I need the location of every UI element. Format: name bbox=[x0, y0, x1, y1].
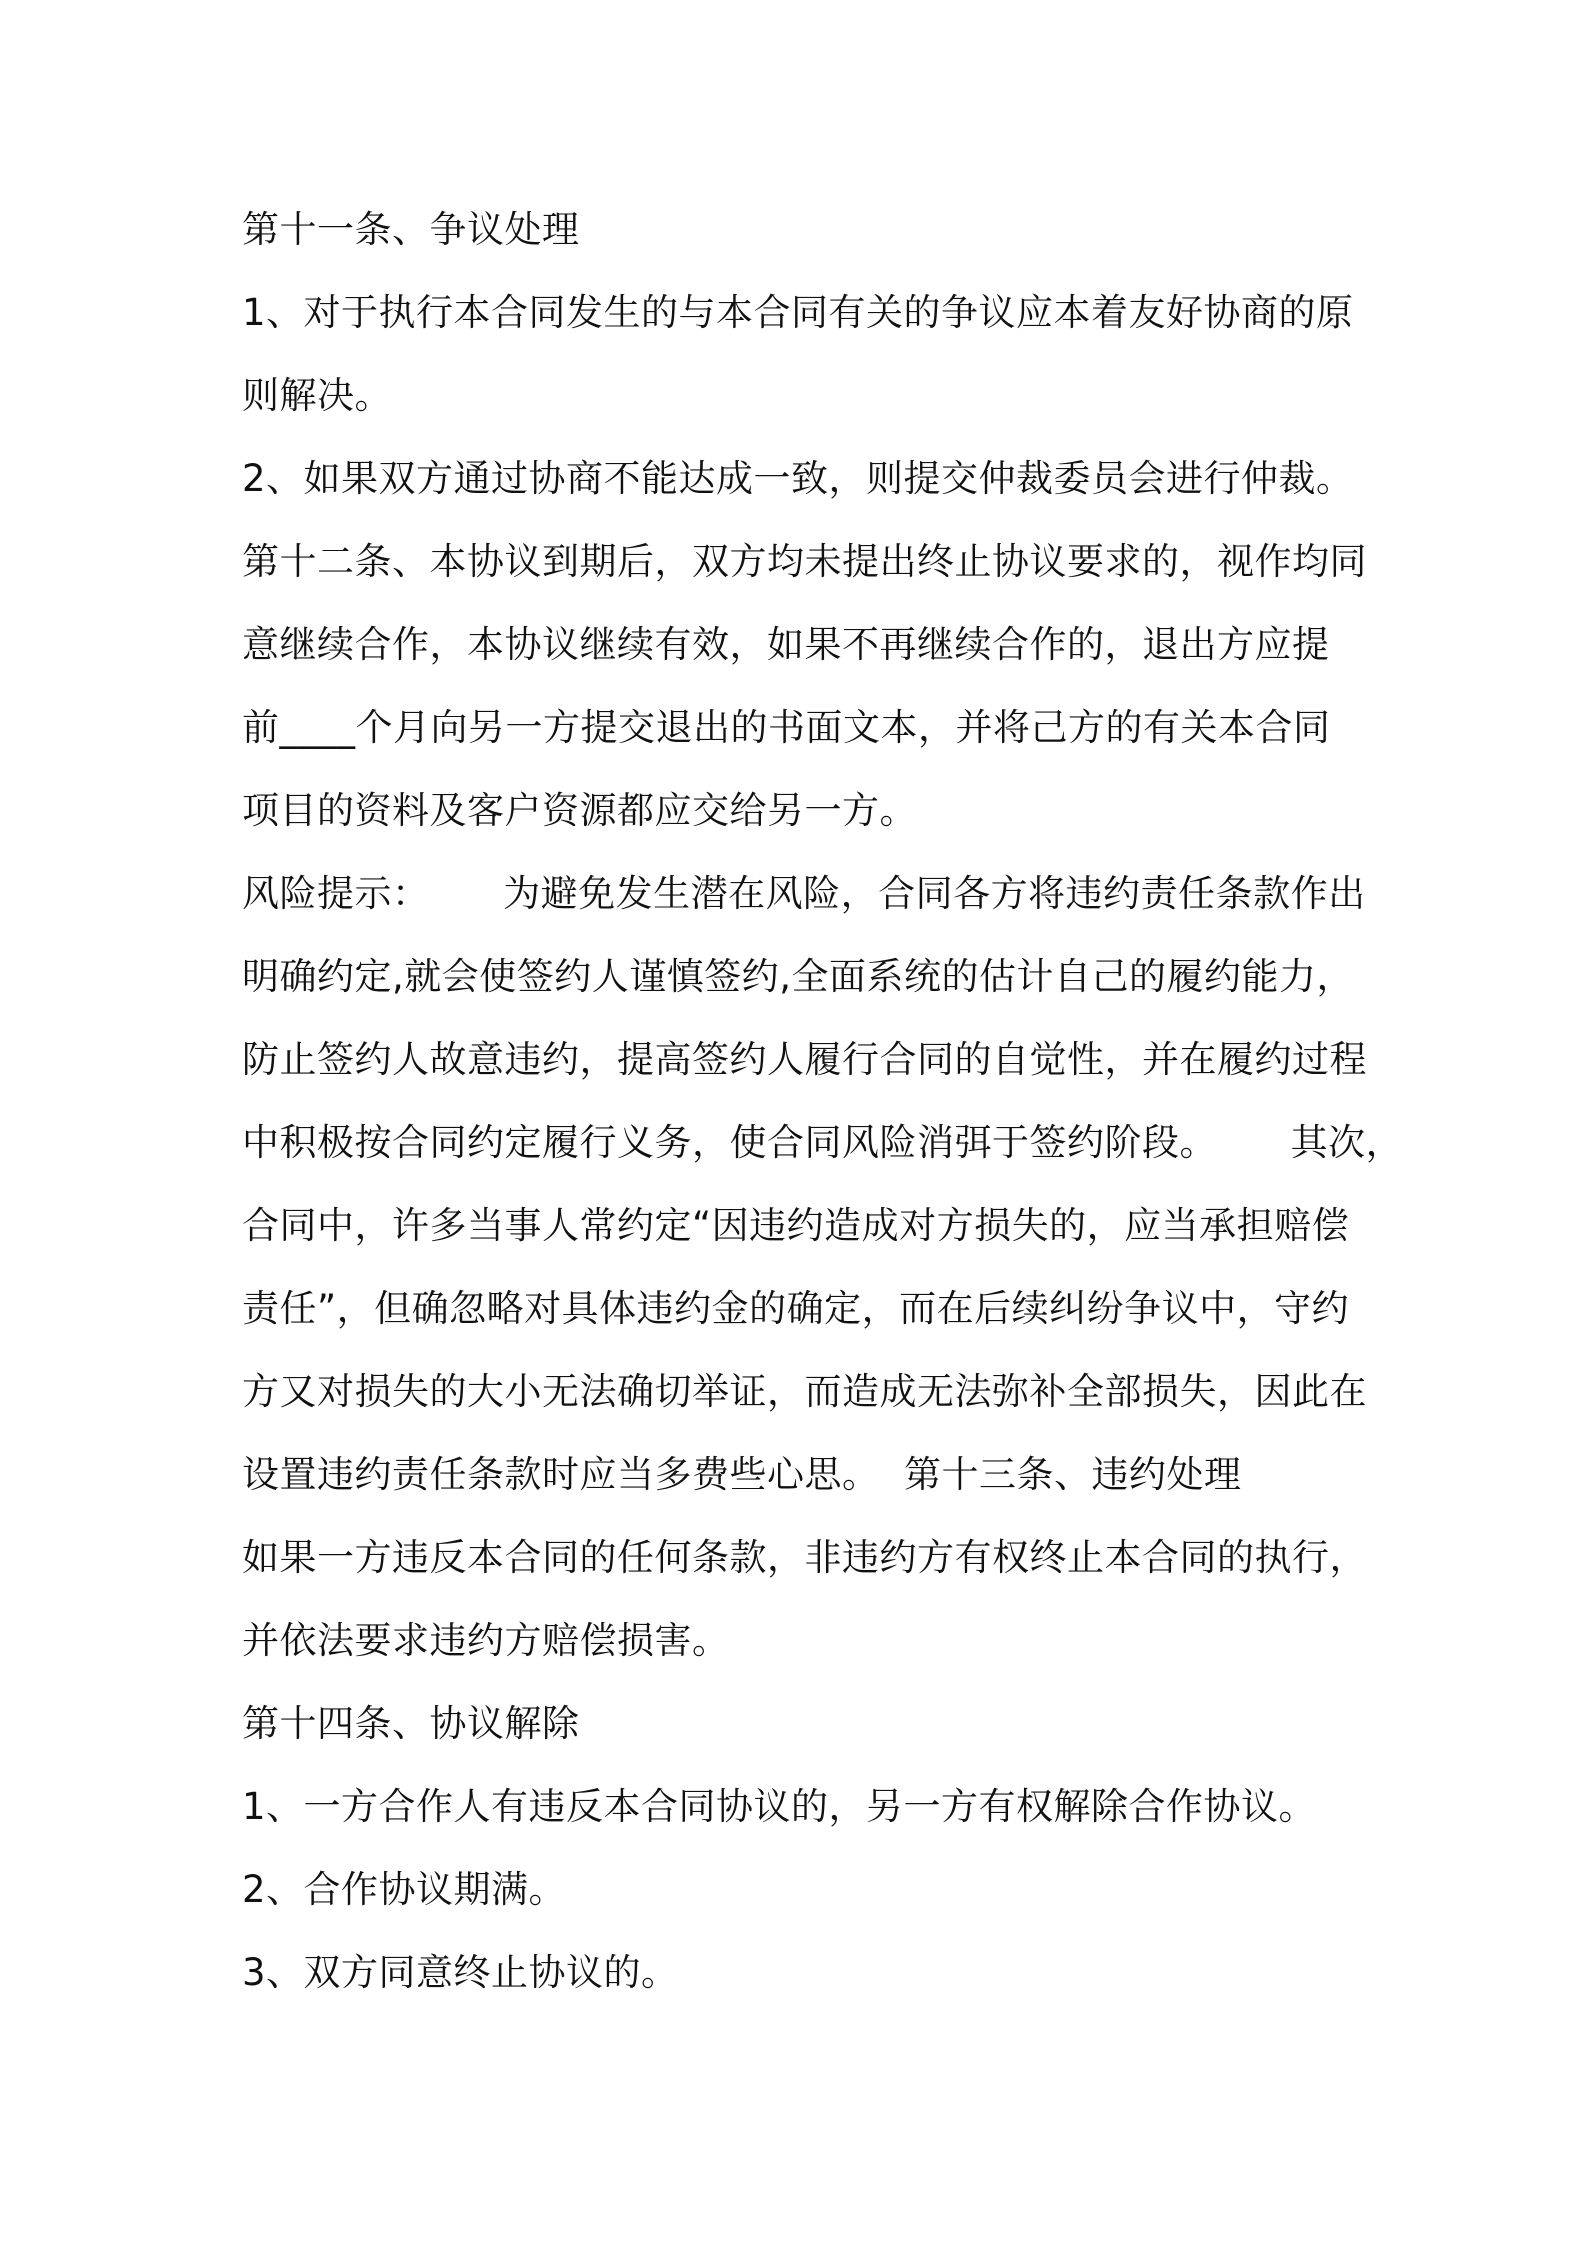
article-11-clause-2: 2、如果双方通过协商不能达成一致，则提交仲裁委员会进行仲裁。 bbox=[242, 457, 1354, 500]
risk-notice-line-7: 方又对损失的大小无法确切举证，而造成无法弥补全部损失，因此在 bbox=[242, 1370, 1367, 1413]
article-14-clause-1: 1、一方合作人有违反本合同协议的，另一方有权解除合作协议。 bbox=[242, 1785, 1317, 1828]
article-12-line-2: 意继续合作，本协议继续有效，如果不再继续合作的，退出方应提 bbox=[242, 623, 1330, 666]
article-11-heading: 第十一条、争议处理 bbox=[242, 208, 580, 251]
article-12-line-3: 前____个月向另一方提交退出的书面文本，并将己方的有关本合同 bbox=[242, 706, 1331, 749]
risk-notice-line-4: 中积极按合同约定履行义务，使合同风险消弭于签约阶段。 其次， bbox=[242, 1121, 1404, 1164]
article-14-heading: 第十四条、协议解除 bbox=[242, 1702, 580, 1745]
article-12-line-4: 项目的资料及客户资源都应交给另一方。 bbox=[242, 789, 917, 832]
risk-notice-line-5: 合同中，许多当事人常约定“因违约造成对方损失的，应当承担赔偿 bbox=[242, 1204, 1350, 1247]
article-14-clause-3: 3、双方同意终止协议的。 bbox=[242, 1951, 679, 1994]
risk-notice-line-3: 防止签约人故意违约，提高签约人履行合同的自觉性，并在履约过程 bbox=[242, 1038, 1367, 1081]
article-14-clause-2: 2、合作协议期满。 bbox=[242, 1868, 567, 1911]
article-12-line-1: 第十二条、本协议到期后，双方均未提出终止协议要求的，视作均同 bbox=[242, 540, 1367, 583]
risk-notice-line-1: 风险提示： 为避免发生潜在风险，合同各方将违约责任条款作出 bbox=[242, 872, 1366, 915]
risk-notice-line-8: 设置违约责任条款时应当多费些心思。 第十三条、违约处理 bbox=[242, 1453, 1242, 1496]
article-11-clause-1-line-1: 1、对于执行本合同发生的与本合同有关的争议应本着友好协商的原 bbox=[242, 291, 1354, 334]
article-13-line-1: 如果一方违反本合同的任何条款，非违约方有权终止本合同的执行， bbox=[242, 1536, 1367, 1579]
risk-notice-line-6: 责任”，但确忽略对具体违约金的确定，而在后续纠纷争议中，守约 bbox=[242, 1287, 1350, 1330]
article-11-clause-1-line-2: 则解决。 bbox=[242, 374, 392, 417]
article-13-line-2: 并依法要求违约方赔偿损害。 bbox=[242, 1619, 730, 1662]
risk-notice-line-2: 明确约定,就会使签约人谨慎签约,全面系统的估计自己的履约能力， bbox=[242, 955, 1355, 998]
